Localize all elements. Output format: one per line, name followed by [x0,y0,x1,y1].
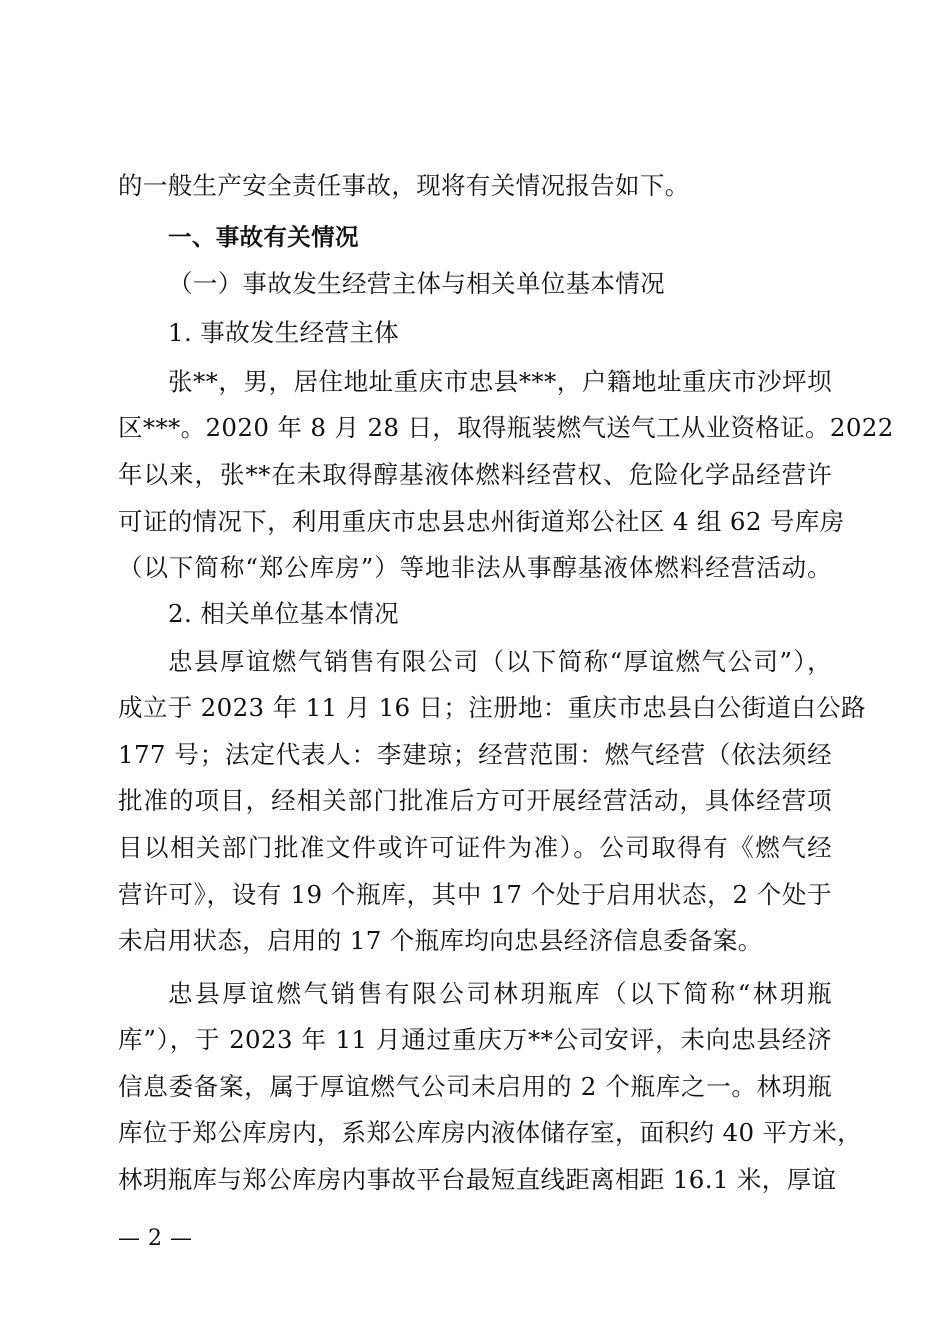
paragraph-line: 177 号；法定代表人：李建琼；经营范围：燃气经营（依法须经 [118,740,832,769]
paragraph-line: 批准的项目，经相关部门批准后方可开展经营活动，具体经营项 [118,786,832,815]
paragraph-line: 年以来，张**在未取得醇基液体燃料经营权、危险化学品经营许 [118,460,832,489]
paragraph-line: 的一般生产安全责任事故，现将有关情况报告如下。 [118,171,690,200]
paragraph-line: （以下简称“郑公库房”）等地非法从事醇基液体燃料经营活动。 [118,553,832,582]
paragraph-line: 库”），于 2023 年 11 月通过重庆万**公司安评，未向忠县经济 [118,1025,832,1054]
paragraph-line: 信息委备案，属于厚谊燃气公司未启用的 2 个瓶库之一。林玥瓶 [118,1072,832,1101]
paragraph-line: 可证的情况下，利用重庆市忠县忠州街道郑公社区 4 组 62 号库房 [118,507,845,536]
paragraph-line: 未启用状态，启用的 17 个瓶库均向忠县经济信息委备案。 [118,926,763,955]
page-number: — 2 — [118,1226,193,1251]
section-heading: 一、事故有关情况 [168,223,359,251]
item-heading: 2. 相关单位基本情况 [168,599,400,628]
paragraph-line: 张**，男，居住地址重庆市忠县***，户籍地址重庆市沙坪坝 [168,367,832,396]
subsection-heading: （一）事故发生经营主体与相关单位基本情况 [168,269,665,298]
paragraph-line: 营许可》，设有 19 个瓶库，其中 17 个处于启用状态，2 个处于 [118,880,832,909]
item-heading: 1. 事故发生经营主体 [168,318,400,347]
paragraph-line: 林玥瓶库与郑公库房内事故平台最短直线距离相距 16.1 米，厚谊 [118,1165,837,1194]
paragraph-line: 忠县厚谊燃气销售有限公司（以下简称“厚谊燃气公司”）， [168,647,832,676]
paragraph-line: 目以相关部门批准文件或许可证件为准）。公司取得有《燃气经 [118,833,832,862]
paragraph-line: 忠县厚谊燃气销售有限公司林玥瓶库（以下简称“林玥瓶 [168,979,832,1008]
paragraph-line: 库位于郑公库房内，系郑公库房内液体储存室，面积约 40 平方米， [118,1118,862,1147]
paragraph-line: 区***。2020 年 8 月 28 日，取得瓶装燃气送气工从业资格证。2022 [118,413,894,442]
paragraph-line: 成立于 2023 年 11 月 16 日；注册地：重庆市忠县白公街道白公路 [118,693,866,722]
